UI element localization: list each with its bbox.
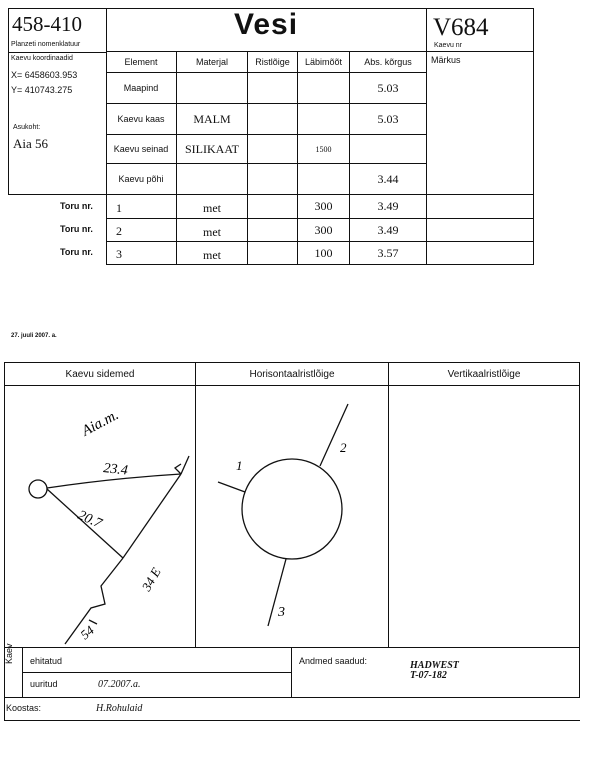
pipe-material: met: [203, 224, 221, 239]
pipe-height: 3.49: [377, 199, 399, 213]
row-height: 5.03: [377, 111, 399, 126]
col-header-diameter: Läbimõõt: [304, 57, 343, 67]
nomenclature-label: Planzeti nomenklatuur: [11, 41, 81, 48]
row-element: Maapind: [123, 83, 159, 93]
sketch-label-34: 34 E: [138, 565, 164, 594]
pipe-label: Toru nr.: [60, 247, 93, 257]
col-header-height: Abs. kõrgus: [364, 57, 412, 67]
row-material: MALM: [193, 111, 231, 126]
kaev-label: Kaev: [4, 643, 14, 664]
nomenclature: 458-410: [12, 12, 82, 36]
pipe-diameter: 300: [314, 222, 333, 237]
well-circle: [242, 459, 342, 559]
pipe-diameter: 100: [314, 245, 333, 260]
document-date: 27. juuli 2007. a.: [11, 333, 57, 339]
data-from-2: T-07-182: [410, 670, 447, 681]
row-material: SILIKAAT: [185, 141, 239, 156]
sketch-label-aia: Aia.m.: [79, 407, 122, 440]
location-value: Aia 56: [13, 136, 49, 151]
section-vertical-title: Vertikaalristlõige: [447, 368, 521, 380]
pipe-nr: 2: [116, 224, 122, 238]
pipe-nr: 1: [116, 201, 122, 215]
pipe-material: met: [203, 200, 221, 215]
coord-x: X= 6458603.953: [11, 70, 78, 80]
pipe-number-2: 2: [340, 440, 347, 455]
row-diameter: 1500: [315, 144, 332, 154]
col-header-material: Materjal: [195, 57, 228, 67]
sketch-label-54: 54: [77, 622, 97, 643]
built-label: ehitatud: [30, 656, 63, 666]
pipe-number-3: 3: [278, 605, 285, 620]
section-horizontal-title: Horisontaalristlõige: [249, 368, 335, 380]
author-name: H.Rohulaid: [96, 703, 143, 714]
section-ties-title: Kaevu sidemed: [65, 368, 135, 380]
col-header-notes: Märkus: [431, 55, 461, 65]
well-number: V684: [433, 14, 489, 41]
data-from-1: HADWEST: [410, 660, 459, 671]
ties-sketch: [5, 386, 195, 646]
well-number-label: Kaevu nr: [434, 42, 463, 49]
pipe-nr: 3: [116, 247, 122, 261]
pipe-height: 3.57: [377, 245, 399, 260]
pipe-number-1: 1: [236, 458, 243, 473]
pipe-material: met: [203, 247, 221, 262]
pipe-height: 3.49: [377, 222, 399, 237]
pipe-label: Toru nr.: [60, 201, 93, 211]
data-from-label: Andmed saadud:: [299, 656, 368, 666]
horizontal-section-sketch: [196, 386, 388, 646]
surveyed-date: 07.2007.a.: [98, 679, 141, 690]
row-height: 3.44: [377, 171, 399, 186]
coord-y: Y= 410743.275: [11, 85, 73, 95]
row-element: Kaevu kaas: [117, 114, 165, 124]
sketch-dist-1: 23.4: [102, 461, 129, 479]
row-height: 5.03: [377, 80, 399, 95]
col-header-section: Ristlõige: [255, 57, 290, 67]
sketch-dist-2: 20.7: [75, 507, 104, 532]
surveyed-label: uuritud: [30, 679, 58, 689]
row-element: Kaevu seinad: [113, 144, 169, 154]
col-header-element: Element: [124, 57, 158, 67]
location-label: Asukoht:: [13, 124, 41, 131]
author-label: Koostas:: [6, 703, 42, 713]
pipe-label: Toru nr.: [60, 224, 93, 234]
row-element: Kaevu põhi: [118, 174, 164, 184]
pipe-diameter: 300: [314, 199, 333, 213]
page-title: Vesi: [233, 8, 299, 41]
coords-label: Kaevu koordinaadid: [11, 55, 73, 62]
